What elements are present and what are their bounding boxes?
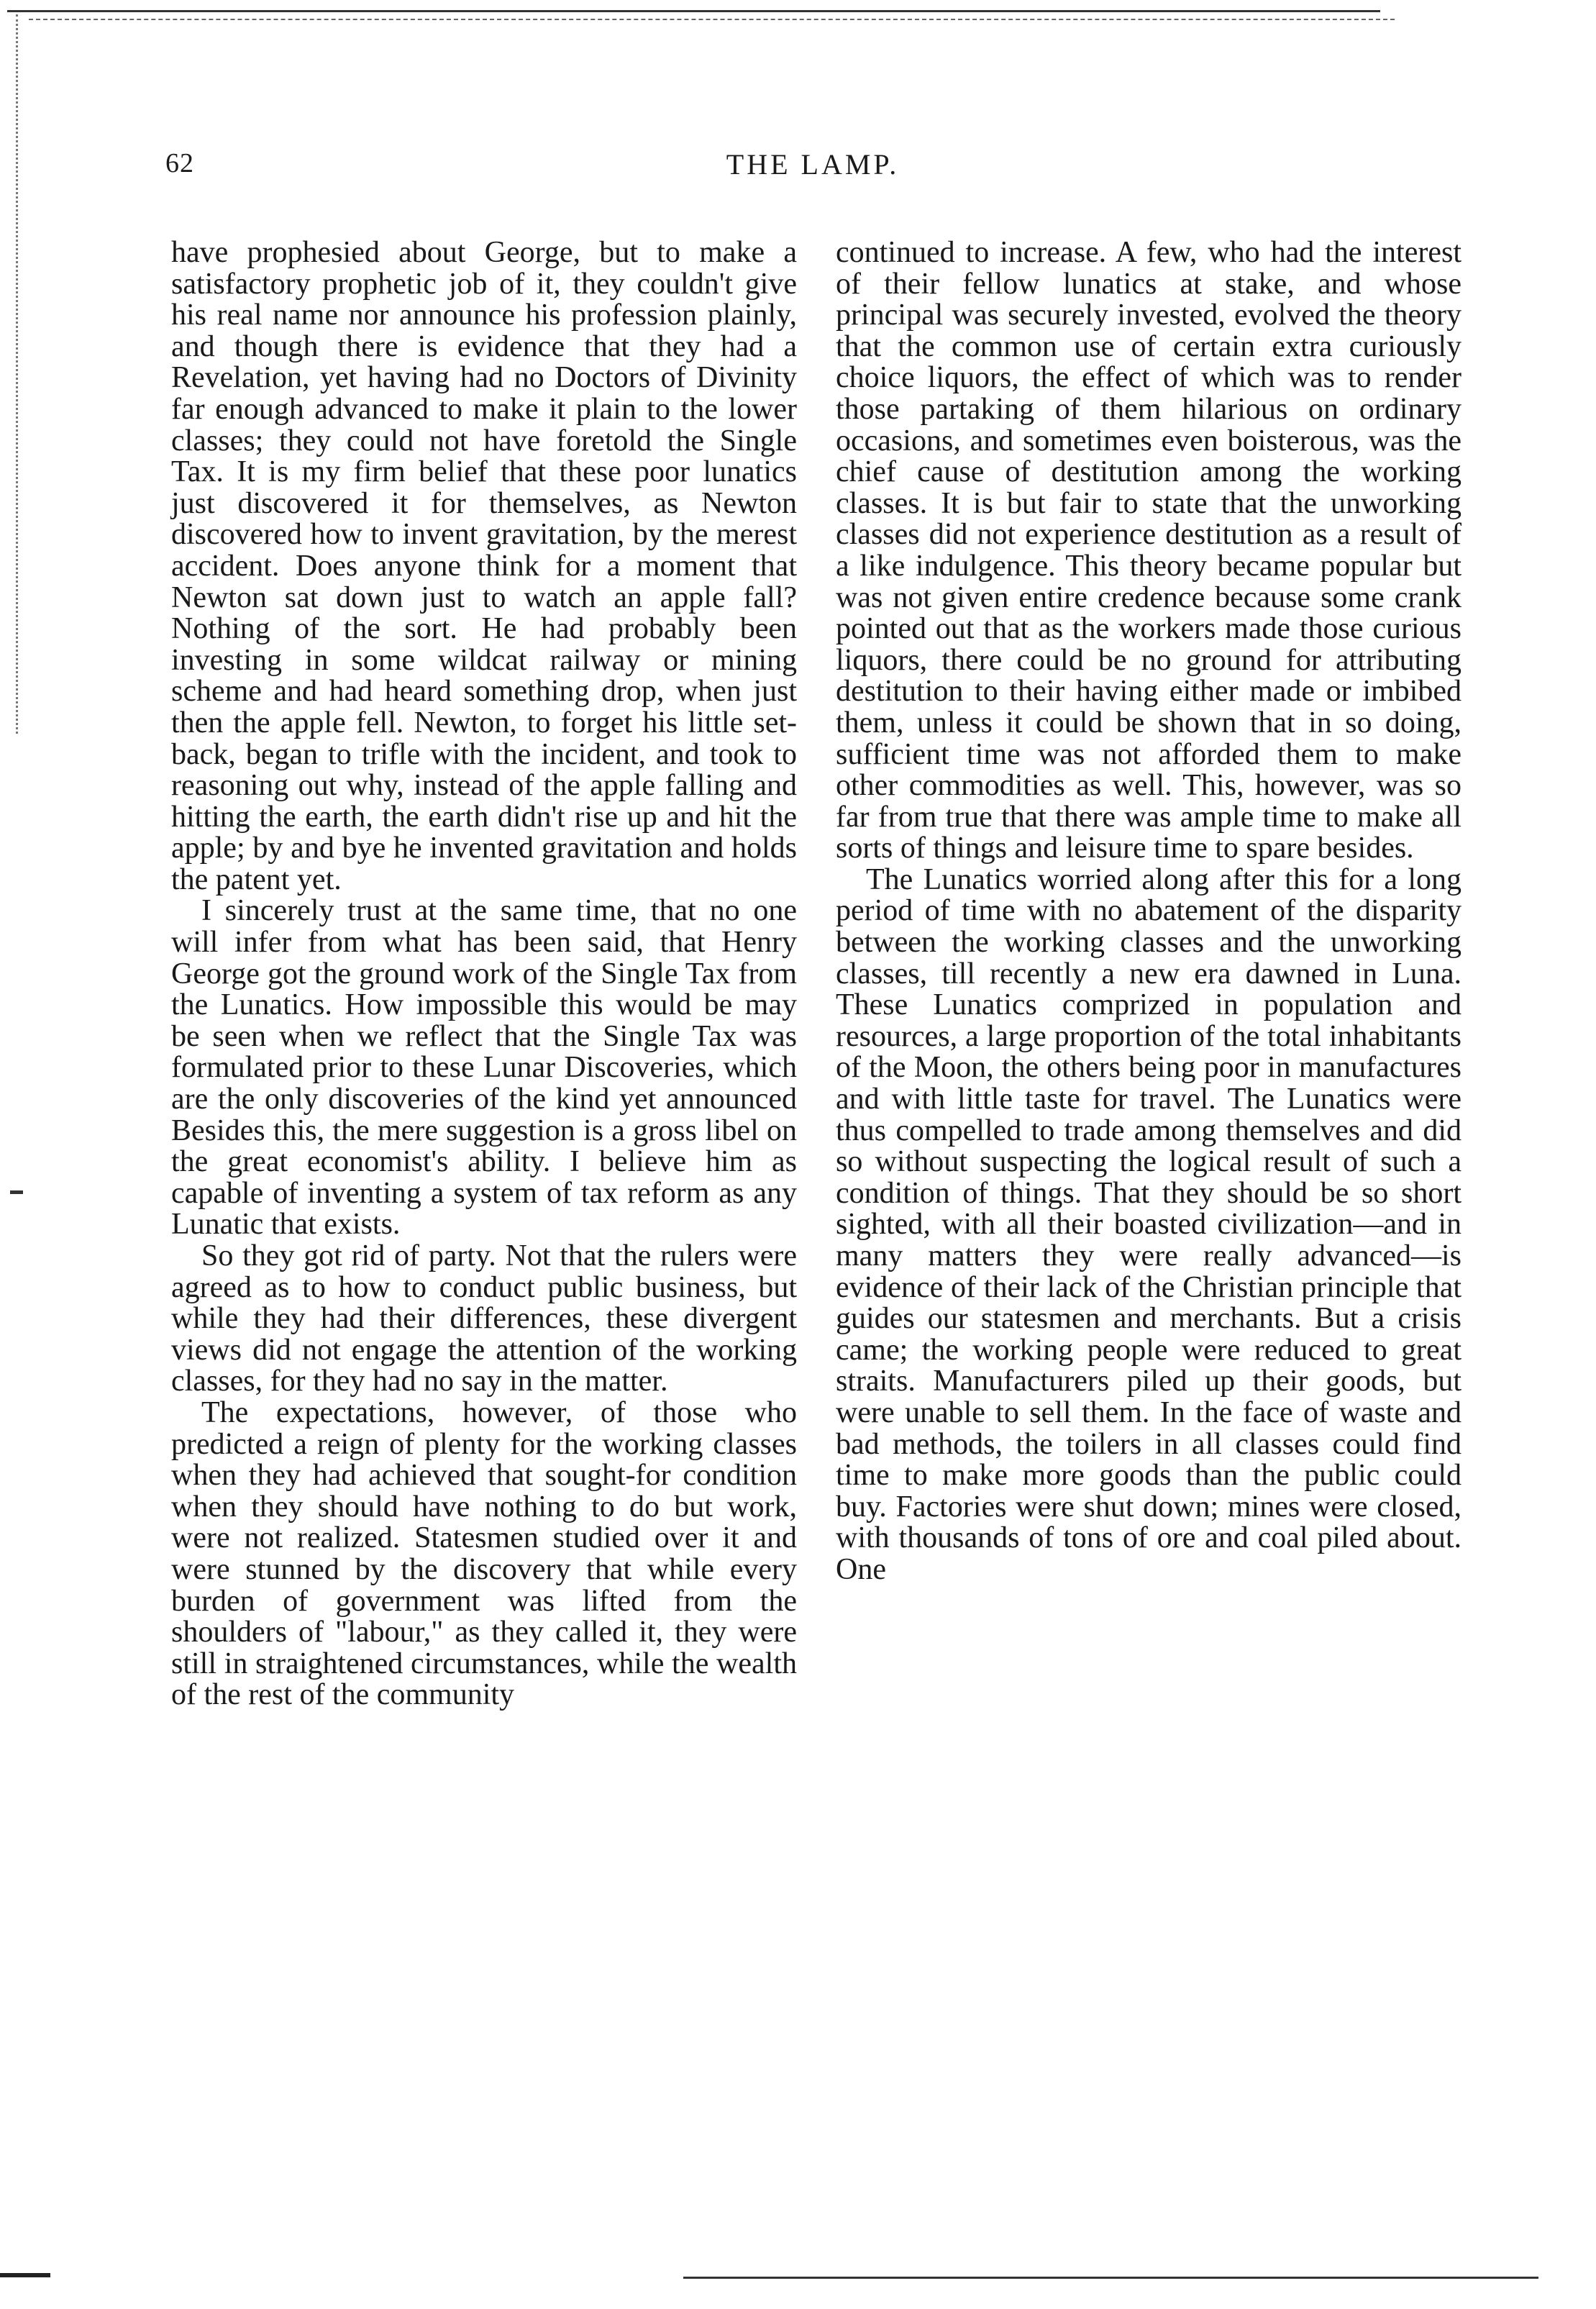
right-paragraph-2: The Lunatics worried along after this for a long period of time with no abatement of the disparity between the working classes and the unworking classes, till recently a new era dawned in Luna. These Lunatics comprized in population and resources, a large proportion of the total inhabitants of the Moon, the others being poor in manufactures and with little taste for travel. The Lunatics were thus compelled to trade among themselves and did so without suspecting the logical result of such a condition of things. That they should be so short sighted, with all their boasted civilization—and in many matters they were really advanced—is evidence of their lack of the Christian principle that guides our statesmen and merchants. But a crisis came; the working people were reduced to great straits. Manufacturers piled up their goods, but were unable to sell them. In the face of waste and bad methods, the toilers in all classes could find time to make more goods than the public could buy. Factories were shut down; mines were closed, with thousands of tons of ore and coal piled about. One [836,862,1462,1586]
journal-title: THE LAMP. [726,148,900,181]
scan-left-edge-marks [16,14,18,734]
scan-bottom-mark [0,2273,50,2277]
left-column [171,237,797,1711]
scan-bottom-rule [683,2277,1538,2279]
right-paragraph-1: continued to increase. A few, who had the interest of their fellow lunatics at stake, and whose principal was securely invested, evolved the theory that the common use of certain extra curiously choice liquors, the effect of which was to render those partaking of them hilarious on ordinary occasions, and sometimes even boisterous, was the chief cause of destitution among the working classes. It is but fair to state that the unworking classes did not experience destitution as a result of a like indulgence. This theory became popular but was not given entire credence because some crank pointed out that as the workers made those curious liquors, there could be no ground for attributing destitution to their having either made or imbibed them, unless it could be shown that in so doing, sufficient time was not afforded them to make other commodities as well. This, however, was so far from true that there was ample time to make all sorts of things and leisure time to spare besides. [836,236,1462,865]
running-head [144,147,1482,198]
left-paragraph-1: have prophesied about George, but to make a satisfactory prophetic job of it, they couldn't give his real name nor announce his profession plainly, and though there is evidence that they had a Revelation, yet having had no Doctors of Divinity far enough advanced to make it plain to the lower classes; they could not have foretold the Single Tax. It is my firm belief that these poor lunatics just discovered it for themselves, as Newton discovered how to invent gravitation, by the merest accident. Does anyone think for a moment that Newton sat down just to watch an apple fall? Nothing of the sort. He had probably been investing in some wildcat railway or mining scheme and had heard something drop, when just then the apple fell. Newton, to forget his little set-back, began to trifle with the incident, and took to reasoning out why, instead of the apple falling and hitting the earth, the earth didn't rise up and hit the apple; by and bye he invented gravitation and holds the patent yet. [171,236,797,896]
scan-top-rule [7,10,1380,12]
scan-top-rule-faint [29,19,1395,20]
left-paragraph-2: I sincerely trust at the same time, that no one will infer from what has been said, that Henry George got the ground work of the Single Tax from the Lunatics. How impossible this would be may be seen when we reflect that the Single Tax was formulated prior to these Lunar Discoveries, which are the only discoveries of the kind yet announced Besides this, the mere suggestion is a gross libel on the great economist's ability. I believe him as capable of inventing a system of tax reform as any Lunatic that exists. [171,894,797,1242]
left-paragraph-4: The expectations, however, of those who predicted a reign of plenty for the working classes when they had achieved that sought-for condition when they should have nothing to do but work, were not realized. Statesmen studied over it and were stunned by the discovery that while every burden of government was lifted from the shoulders of "labour," as they called it, they were still in straightened circumstances, while the wealth of the rest of the community [171,1395,797,1712]
left-paragraph-3: So they got rid of party. Not that the rulers were agreed as to how to conduct public business, but while they had their differences, these divergent views did not engage the attention of the working classes, for they had no say in the matter. [171,1239,797,1398]
right-column [836,237,1462,1586]
margin-dash-mark [10,1190,23,1194]
page-number: 62 [165,148,194,178]
